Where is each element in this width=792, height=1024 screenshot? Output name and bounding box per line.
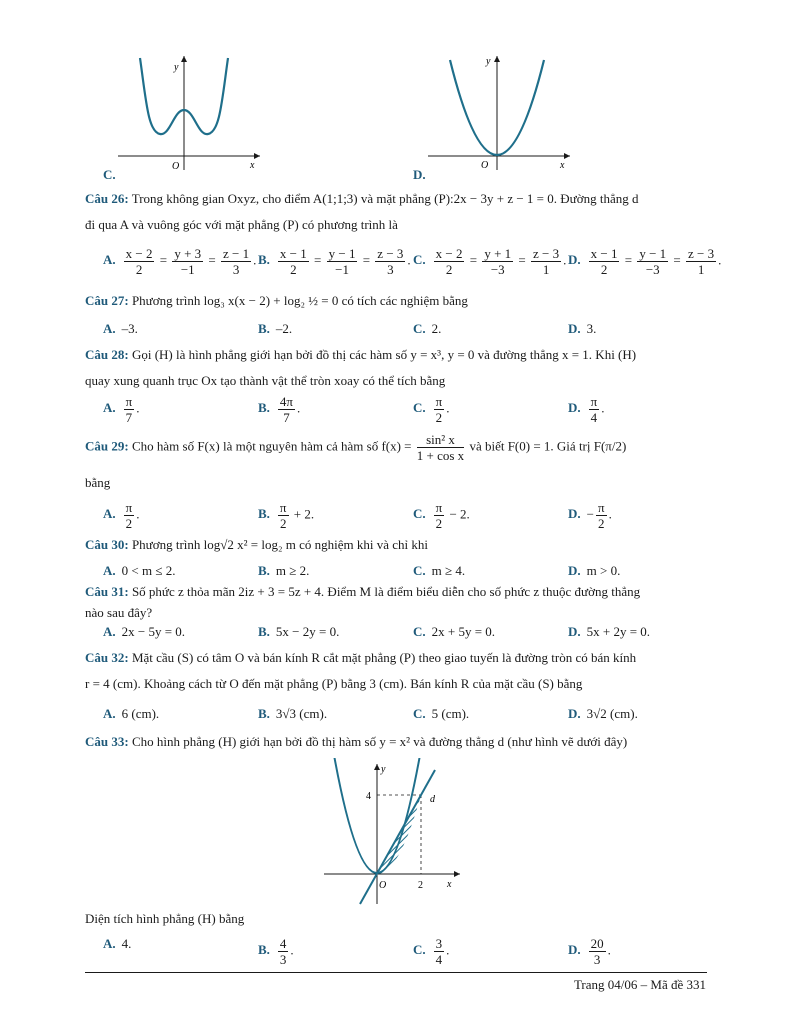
q29-opt-suffix: .: [608, 506, 612, 522]
q32-option-d[interactable]: [568, 706, 638, 722]
q27-number: Câu 27:: [85, 293, 129, 308]
q29-opt-frac: [596, 500, 607, 531]
q28-option-a[interactable]: A. $\frac{\pi}{7}$ .: [103, 394, 140, 425]
q26-opt-frac-3: [221, 246, 251, 277]
q29-opt-frac-numerator: π: [279, 500, 287, 515]
q27-option-text: –3.: [121, 321, 138, 336]
q26-opt-frac-2: [327, 246, 358, 277]
q33-opt-frac: [589, 936, 606, 967]
question-33: [85, 729, 707, 755]
q33-option-letter: C.: [413, 942, 426, 958]
q28-option-letter: D.: [568, 400, 581, 416]
q29-option-letter: D.: [568, 506, 581, 522]
q28-option-letter: A.: [103, 400, 116, 416]
q26-opt-frac-3-denominator: 1: [542, 262, 550, 277]
q33-opt-frac: [434, 936, 445, 967]
q30-option-letter: D.: [568, 563, 581, 578]
q26-option-letter: A.: [103, 252, 116, 268]
q32-text-line2: r = 4 (cm). Khoảng cách từ O đến mặt phẳng (P) bằng 3 (cm). Bán kính R của mặt cầu (S) bằng: [85, 676, 583, 691]
q26-opt-frac-1-denominator: 2: [290, 262, 297, 277]
q32-option-c[interactable]: [413, 706, 469, 722]
q29-option-letter: C.: [413, 506, 426, 522]
q31-option-text: 2x − 5y = 0.: [121, 624, 186, 639]
q29-opt-frac-numerator: π: [597, 500, 605, 515]
q33-option-letter: D.: [568, 942, 581, 958]
q26-opt-frac-1: [278, 246, 309, 277]
graph-d-letter: D.: [413, 167, 426, 182]
graph-c-x: x: [250, 160, 255, 171]
q33-option-d[interactable]: D. $\frac{20}{3}$ .: [568, 936, 611, 967]
q29-number: Câu 29:: [85, 438, 129, 454]
graph-c: [110, 50, 270, 175]
q33-option-letter: A.: [103, 936, 116, 951]
q29-opt-suffix: + 2.: [290, 506, 315, 522]
question-32: [85, 645, 707, 697]
q32-option-text: 3√2 (cm).: [586, 706, 638, 721]
q26-opt-frac-3: [531, 246, 561, 277]
q33-number: Câu 33:: [85, 734, 129, 749]
q33-option-b[interactable]: B. $\frac{4}{3}$ .: [258, 936, 294, 967]
q31-option-letter: A.: [103, 624, 116, 639]
q26-text-line1: Trong không gian Oxyz, cho điểm A(1;1;3) và mặt phẳng (P):2x − 3y + z − 1 = 0. Đường thẳng d: [131, 191, 639, 206]
q32-text-line1: Mặt cầu (S) có tâm O và bán kính R cắt mặt phẳng (P) theo giao tuyến là đường tròn có bán kính: [131, 650, 637, 665]
q33-graph-origin: O: [379, 880, 387, 891]
q32-option-text: 6 (cm).: [121, 706, 160, 721]
q26-opt-frac-1-denominator: 2: [135, 262, 143, 277]
q28-opt-frac: [124, 394, 135, 425]
q29-opt-frac-numerator: π: [435, 500, 443, 515]
q30-option-c[interactable]: [413, 563, 465, 579]
q27-option-letter: A.: [103, 321, 116, 336]
q28-opt-frac-denominator: 4: [590, 410, 598, 425]
q33-graph-d: d: [430, 794, 435, 805]
q28-opt-frac-denominator: 2: [435, 410, 443, 425]
q27-option-text: –2.: [275, 321, 293, 336]
q26-opt-frac-2-denominator: −3: [490, 262, 505, 277]
q32-option-letter: D.: [568, 706, 581, 721]
q28-opt-frac-numerator: π: [435, 394, 443, 409]
q26-opt-frac-3: [375, 246, 405, 277]
q26-opt-frac-1-numerator: x − 1: [590, 246, 618, 261]
q29-opt-frac-denominator: 2: [125, 516, 133, 531]
q27-option-letter: C.: [413, 321, 426, 336]
q29-text-line2: bằng: [85, 475, 111, 490]
q29-opt-frac: [434, 500, 445, 531]
q31-option-letter: C.: [413, 624, 426, 639]
q29-opt-suffix: − 2.: [446, 506, 470, 522]
q26-opt-frac-3-numerator: z − 3: [688, 246, 715, 261]
q28-option-letter: B.: [258, 400, 270, 416]
q29-frac-denominator: 1 + cos x: [416, 448, 465, 463]
q29-opt-frac-denominator: 2: [435, 516, 443, 531]
q26-option-letter: B.: [258, 252, 270, 268]
q31-option-text: 5x − 2y = 0.: [275, 624, 340, 639]
q31-text-line2: nào sau đây?: [85, 605, 153, 620]
q29-opt-prefix: −: [586, 506, 594, 522]
q29-opt-frac-denominator: 2: [598, 516, 605, 531]
q28-opt-frac-numerator: π: [125, 394, 133, 409]
q31-option-letter: D.: [568, 624, 581, 639]
graph-q33: [320, 758, 465, 906]
q30-option-a[interactable]: [103, 563, 175, 579]
q26-option-c[interactable]: C. $\frac{x - 2}{2}$ = $\frac{y + 1}{-3}$ = $\frac{z - 3}{1}$ .: [413, 246, 567, 277]
q28-option-d[interactable]: D. $\frac{\pi}{4}$ .: [568, 394, 605, 425]
q26-opt-frac-2-numerator: y + 1: [484, 246, 512, 261]
q29-opt-frac-denominator: 2: [279, 516, 287, 531]
q26-opt-frac-3-denominator: 3: [232, 262, 240, 277]
q26-opt-frac-1: [589, 246, 620, 277]
q29-frac-numerator: sin² x: [417, 432, 464, 448]
q30-option-text: m ≥ 4.: [431, 563, 466, 578]
q33-opt-frac-denominator: 4: [435, 952, 443, 967]
q30-option-letter: C.: [413, 563, 426, 578]
q26-opt-frac-2-denominator: −1: [335, 262, 349, 277]
q27-option-letter: B.: [258, 321, 270, 336]
q26-opt-frac-3: [686, 246, 716, 277]
q26-opt-frac-2: [637, 246, 668, 277]
q29-fraction: [417, 432, 464, 463]
q26-opt-frac-1-numerator: x − 2: [125, 246, 153, 261]
q28-text-line2: quay xung quanh trục Ox tạo thành vật thể tròn xoay có thể tích bằng: [85, 373, 446, 388]
q30-option-text: m ≥ 2.: [275, 563, 310, 578]
q26-opt-frac-3-numerator: z − 3: [377, 246, 404, 261]
q30-option-letter: B.: [258, 563, 270, 578]
q26-opt-frac-2: [482, 246, 513, 277]
question-27: [85, 288, 707, 314]
q27-text: Phương trình log₃ x(x − 2) + log₂ ½ = 0 có tích các nghiệm bằng: [131, 293, 468, 308]
question-31: [85, 579, 707, 621]
q26-opt-frac-1-denominator: 2: [600, 262, 608, 277]
q28-option-letter: C.: [413, 400, 426, 416]
q28-opt-frac-numerator: 4π: [279, 394, 293, 409]
q33-graph-two: 2: [418, 880, 423, 891]
q29-text-b: và biết F(0) = 1. Giá trị F(π/2): [469, 438, 627, 454]
q30-number: Câu 30:: [85, 537, 129, 552]
q29-option-letter: B.: [258, 506, 270, 522]
q26-opt-frac-1: [434, 246, 465, 277]
q26-number: Câu 26:: [85, 191, 129, 206]
q27-option-a[interactable]: [103, 321, 138, 337]
q26-option-b[interactable]: B. $\frac{x - 1}{2}$ = $\frac{y - 1}{-1}$ = $\frac{z - 3}{3}$ .: [258, 246, 411, 277]
q30-option-text: m > 0.: [586, 563, 621, 578]
q30-option-b[interactable]: [258, 563, 309, 579]
q28-opt-frac-denominator: 7: [283, 410, 290, 425]
q29-option-d[interactable]: [568, 500, 612, 531]
graph-d-y: y: [486, 56, 491, 67]
q32-option-text: 3√3 (cm).: [275, 706, 328, 721]
q29-opt-suffix: .: [136, 506, 140, 522]
q26-opt-frac-2-numerator: y − 1: [328, 246, 356, 261]
q33-opt-frac: [278, 936, 289, 967]
q26-option-a[interactable]: A. $\frac{x - 2}{2}$ = $\frac{y + 3}{-1}$ = $\frac{z - 1}{3}$ .: [103, 246, 257, 277]
q32-option-letter: B.: [258, 706, 270, 721]
q31-option-c[interactable]: [413, 624, 495, 640]
q26-opt-frac-1-numerator: x − 1: [279, 246, 307, 261]
q26-opt-frac-1-numerator: x − 2: [435, 246, 463, 261]
q29-text-a: Cho hàm số F(x) là một nguyên hàm cả hàm số f(x) =: [131, 438, 412, 454]
q31-option-a[interactable]: [103, 624, 185, 640]
q26-opt-frac-3-denominator: 1: [697, 262, 705, 277]
q26-opt-frac-2-numerator: y + 3: [174, 246, 202, 261]
graph-d-origin: O: [481, 160, 489, 171]
q28-opt-frac-denominator: 7: [125, 410, 133, 425]
q33-option-c[interactable]: C. $\frac{3}{4}$ .: [413, 936, 450, 967]
footer-divider: [85, 972, 707, 973]
q33-graph-four: 4: [366, 791, 371, 802]
q33-opt-frac-numerator: 3: [435, 936, 443, 951]
question-29: [85, 432, 707, 463]
q32-number: Câu 32:: [85, 650, 129, 665]
q27-option-text: 3.: [586, 321, 597, 336]
q28-opt-frac: [278, 394, 295, 425]
q29-option-letter: A.: [103, 506, 116, 522]
q32-option-letter: A.: [103, 706, 116, 721]
q33-opt-frac-denominator: 3: [593, 952, 601, 967]
q29-option-c[interactable]: [413, 500, 470, 531]
q26-option-letter: D.: [568, 252, 581, 268]
q33-option-letter: B.: [258, 942, 270, 958]
q33-opt-frac-numerator: 4: [279, 936, 287, 951]
q26-opt-frac-2-denominator: −3: [645, 262, 660, 277]
q30-text: Phương trình log√2 x² = log₂ m có nghiệm khi và chỉ khi: [131, 537, 429, 552]
question-26: [85, 186, 707, 238]
q29-opt-frac: [124, 500, 135, 531]
graph-c-y: y: [174, 62, 179, 73]
q26-opt-frac-1: [124, 246, 155, 277]
q28-opt-frac: [434, 394, 445, 425]
q26-option-letter: C.: [413, 252, 426, 268]
q31-option-text: 5x + 2y = 0.: [586, 624, 651, 639]
question-30: [85, 532, 707, 558]
q31-option-b[interactable]: [258, 624, 339, 640]
q31-option-d[interactable]: [568, 624, 650, 640]
q26-opt-frac-2: [172, 246, 203, 277]
q33-opt-frac-numerator: 20: [590, 936, 604, 951]
q33-graph-y: y: [381, 764, 386, 775]
q27-option-text: 2.: [431, 321, 442, 336]
graph-c-letter: C.: [103, 167, 116, 182]
q28-number: Câu 28:: [85, 347, 129, 362]
q30-option-text: 0 < m ≤ 2.: [121, 563, 176, 578]
q31-option-text: 2x + 5y = 0.: [431, 624, 496, 639]
q32-option-b[interactable]: [258, 706, 327, 722]
q26-opt-frac-1-denominator: 2: [445, 262, 453, 277]
q33-option-a[interactable]: [103, 936, 131, 952]
q27-option-c[interactable]: [413, 321, 441, 337]
q32-option-letter: C.: [413, 706, 426, 721]
q29-opt-frac-numerator: π: [125, 500, 133, 515]
q26-opt-frac-3-numerator: z − 3: [533, 246, 560, 261]
q28-option-c[interactable]: C. $\frac{\pi}{2}$ .: [413, 394, 450, 425]
q30-option-letter: A.: [103, 563, 116, 578]
q26-opt-frac-2-numerator: y − 1: [639, 246, 667, 261]
q29-option-a[interactable]: [103, 500, 139, 531]
q28-opt-frac: [589, 394, 600, 425]
q31-number: Câu 31:: [85, 584, 129, 599]
q27-option-letter: D.: [568, 321, 581, 336]
q32-option-a[interactable]: [103, 706, 159, 722]
q33-text-line2: Diện tích hình phẳng (H) bằng: [85, 911, 245, 926]
graph-d: [420, 50, 580, 175]
page-footer: Trang 04/06 – Mã đề 331: [573, 977, 706, 992]
graph-c-origin: O: [172, 161, 180, 172]
q33-opt-text: 4.: [121, 936, 132, 951]
q29-opt-frac: [278, 500, 289, 531]
question-28: [85, 342, 707, 394]
q27-option-d[interactable]: [568, 321, 596, 337]
q31-option-letter: B.: [258, 624, 270, 639]
q26-opt-frac-3-numerator: z − 1: [223, 246, 250, 261]
q28-opt-frac-numerator: π: [590, 394, 598, 409]
q33-graph-x: x: [447, 879, 452, 890]
q30-option-d[interactable]: [568, 563, 620, 579]
q27-option-b[interactable]: [258, 321, 292, 337]
q28-text-line1: Gọi (H) là hình phẳng giới hạn bởi đồ thị các hàm số y = x³, y = 0 và đường thẳng x = 1. Khi (H): [131, 347, 637, 362]
q32-option-text: 5 (cm).: [431, 706, 470, 721]
q26-option-d[interactable]: D. $\frac{x - 1}{2}$ = $\frac{y - 1}{-3}$ = $\frac{z - 3}{1}$ .: [568, 246, 722, 277]
q33-text: Cho hình phẳng (H) giới hạn bởi đồ thị hàm số y = x² và đường thẳng d (như hình vẽ dưới đây): [131, 734, 628, 749]
q26-opt-frac-2-denominator: −1: [180, 262, 195, 277]
q28-option-b[interactable]: B. $\frac{4\pi}{7}$ .: [258, 394, 301, 425]
graph-d-x: x: [560, 160, 565, 171]
q26-text-line2: đi qua A và vuông góc với mặt phẳng (P) có phương trình là: [85, 217, 398, 232]
q33-opt-frac-denominator: 3: [279, 952, 287, 967]
q31-text-line1: Số phức z thỏa mãn 2iz + 3 = 5z + 4. Điểm M là điểm biểu diễn cho số phức z thuộc đường thẳng: [131, 584, 641, 599]
q29-option-b[interactable]: [258, 500, 314, 531]
q26-opt-frac-3-denominator: 3: [387, 262, 394, 277]
